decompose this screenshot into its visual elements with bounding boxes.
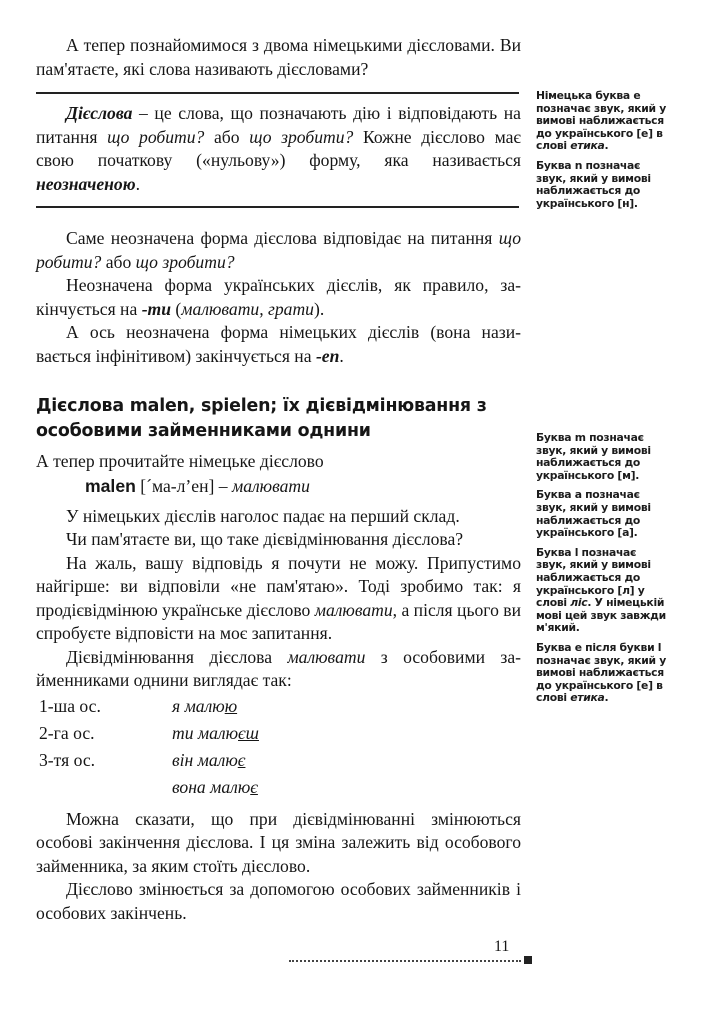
verb-stem: вона малю <box>172 776 251 797</box>
sidenote-text: Буква <box>536 431 575 444</box>
sidenote <box>536 90 668 153</box>
person-label: 3-тя ос. <box>39 749 96 770</box>
verb-form <box>172 750 245 771</box>
sidenote-word: ліс <box>570 596 588 610</box>
conjugation-row <box>36 750 521 777</box>
question: що робити? <box>36 228 521 272</box>
examples: малювати, грати <box>181 298 314 319</box>
text: ( <box>171 298 182 319</box>
conjugation-table <box>36 696 521 804</box>
spacer <box>36 208 521 227</box>
text: Неозначена форма українських дієслів, як правило, закінчується на <box>36 275 521 319</box>
definition-question: що робити? <box>107 126 205 147</box>
text: ). <box>313 298 325 319</box>
person-label: 2-га ос. <box>39 722 95 743</box>
verb-stem: я малю <box>172 695 225 716</box>
ending: -en <box>315 345 340 366</box>
definition-text: або <box>204 126 250 147</box>
ending: -ти <box>141 298 172 319</box>
sidenote-text: Буква <box>536 545 575 559</box>
intro-paragraph: А тепер познайомимося з двома німецькими дієсловами. Ви пам'ятаєте, які слова називають дієсловами? <box>36 35 521 79</box>
sidenote-text: позначає звук, який у вимові наближається до українського [м]. <box>536 431 651 482</box>
conjugation-row <box>36 696 521 723</box>
footer-dotted-rule <box>289 960 521 962</box>
verb-stem: він малю <box>172 749 238 770</box>
page-number: 11 <box>494 938 510 955</box>
definition-box <box>36 102 521 196</box>
paragraph <box>36 646 521 693</box>
definition-top-rule <box>36 92 519 94</box>
conjugation-row <box>36 777 521 804</box>
sidenote-word: етика <box>570 691 605 705</box>
sidenote-text: Буква <box>536 640 575 654</box>
paragraph: Чи пам'ятаєте ви, що таке дієвідмінювання дієслова? <box>66 529 464 549</box>
sidenote-letter: a <box>574 488 582 502</box>
text: Саме неозначена форма дієслова відповідає на питання <box>66 228 499 248</box>
definition-text: – це слова, що позначають дію і відповідають на питання <box>36 103 521 147</box>
main-column <box>36 34 521 925</box>
section-heading <box>36 394 521 444</box>
definition-question: що зробити? <box>249 126 354 147</box>
spacer <box>36 368 521 394</box>
text: . <box>339 345 344 366</box>
vocabulary-word <box>36 474 521 499</box>
definition-term: Дієслова <box>66 103 133 123</box>
verb-ending: є <box>237 749 246 770</box>
sidenote-text: позначає звук, який у вимові наближається до українського [л] у слові <box>536 545 651 610</box>
text: А ось неозначена форма німецьких дієслів (вона називається інфінітивом) закінчується на <box>36 322 521 366</box>
sidenote-text: позначає звук, який у вимові наближається до українського [н]. <box>536 158 651 210</box>
verb-stem: ти малю <box>172 722 239 743</box>
sidenote-text: Німецька буква <box>536 89 634 102</box>
definition-text: Кожне дієслово має свою початкову («нульову») форму, яка називається <box>36 126 521 170</box>
text: з особовими займенниками однини виглядає так: <box>36 646 522 690</box>
sidenote-letter: l <box>574 545 579 559</box>
paragraph <box>36 321 521 368</box>
text: Дієвідмінювання дієслова <box>66 646 288 667</box>
sidenote-text: Буква <box>536 158 575 172</box>
translation: малювати <box>231 475 310 496</box>
definition-term: неозначеною <box>36 173 136 194</box>
definition-text: . <box>135 173 140 194</box>
heading-text: Дієслова <box>36 396 130 416</box>
verb-form <box>172 696 237 717</box>
sidenote-word: етика <box>570 139 605 153</box>
sidenote-letter: m <box>574 431 586 444</box>
verb-ending: єш <box>238 722 259 743</box>
heading-text: ; їх дієвідмінювання з особовими займенниками однини <box>36 396 487 441</box>
paragraph: А тепер прочитайте німецьке дієслово <box>36 451 324 471</box>
sidenote-text: Буква <box>536 488 575 502</box>
verb: малювати <box>287 646 366 667</box>
paragraph: У німецьких дієслів наголос падає на перший склад. <box>66 505 460 526</box>
paragraph <box>36 552 521 646</box>
sidenote <box>536 160 668 210</box>
paragraph: Можна сказати, що при дієвідмінюванні змінюються особові закінчення дієслова. І ця зміна залежить від особового займенника, за яким стоїть дієслово. <box>36 808 521 876</box>
sidenote-text: . У німецькій мові цей звук завжди м'який. <box>536 596 666 635</box>
sidenote <box>536 642 668 705</box>
sidenote-letter: n <box>574 158 583 172</box>
transcription: [ˊма-л’ен] – <box>135 475 232 496</box>
footer-square-marker <box>524 956 532 964</box>
verb-form <box>172 723 259 744</box>
verb-ending: є <box>250 776 258 797</box>
text: На жаль, вашу відповідь я почути не можу. Припустимо найгірше: ви відповіли «не пам'ятаю». Тоді зробимо так: я продієвідмінюю українське дієслово <box>36 552 521 620</box>
sidenotes-top <box>536 90 668 217</box>
sidenote-text: . <box>604 691 609 705</box>
sidenote <box>536 547 668 635</box>
text: , а після цього ви спробуєте відповісти на моє запитання. <box>36 599 521 643</box>
paragraph <box>36 227 521 274</box>
sidenote-text: позначає звук, який у вимові наближається до українського [е] в слові <box>536 101 666 153</box>
question: що зробити? <box>135 251 235 272</box>
text: або <box>101 251 136 272</box>
sidenote-text: . <box>604 139 609 153</box>
conjugation-row <box>36 723 521 750</box>
sidenote <box>536 432 668 482</box>
sidenotes-bottom <box>536 432 668 712</box>
german-word: malen <box>85 475 136 496</box>
verb-form <box>172 777 258 798</box>
verb: малювати <box>314 599 393 620</box>
sidenote <box>536 489 668 539</box>
paragraph: Дієслово змінюється за допомогою особових займенників і особових закінчень. <box>36 879 521 923</box>
sidenote-letter: e <box>574 640 582 654</box>
sidenote-text: після букви l позначає звук, який у вимові наближається до українського [е] в слові <box>536 640 666 705</box>
heading-words: malen, spielen <box>129 396 271 416</box>
sidenote-letter: e <box>633 89 641 102</box>
verb-ending: ю <box>224 695 238 716</box>
paragraph <box>36 274 521 321</box>
person-label: 1-ша ос. <box>39 695 101 716</box>
sidenote-text: позначає звук, який у вимові наближається до українського [а]. <box>536 488 651 540</box>
